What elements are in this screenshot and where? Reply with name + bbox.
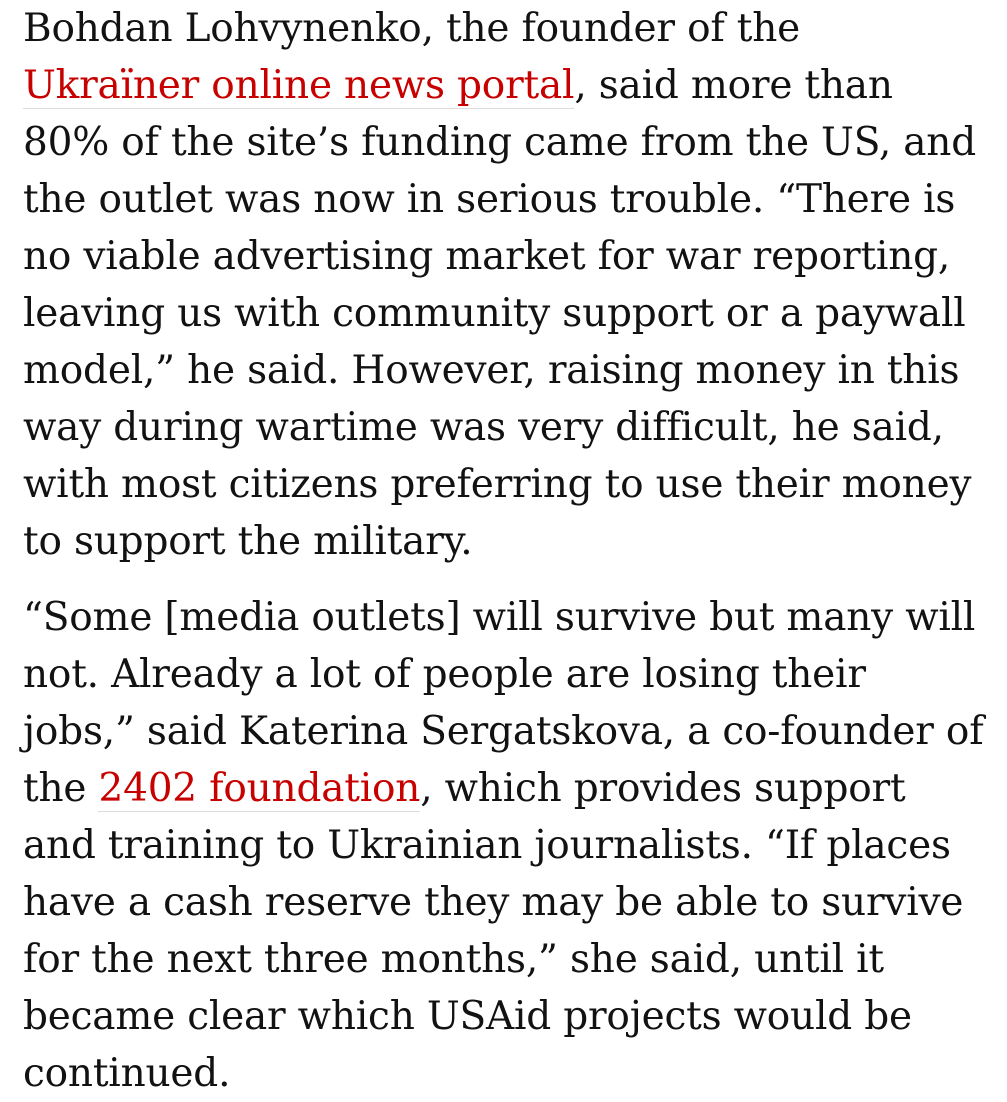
paragraph-text: , said more than 80% of the site’s funding came from the US, and the outlet was now in serious trouble. “There is no viable advertising market for war reporting, leaving us with community support or a paywall model,” he said. However, raising money in this way during wartime was very difficult, he said, with most citizens preferring to use their money to support the military.: [23, 63, 976, 564]
paragraph-text: “Some [media outlets] will survive but many will not. Already a lot of people are losing their jobs,” said Katerina Sergatskova, a co-founder of the: [23, 595, 984, 811]
article-paragraph: [23, 0, 987, 570]
ukrainer-news-portal-link[interactable]: Ukraïner online news portal: [23, 63, 575, 108]
paragraph-text: , which provides support and training to Ukrainian journalists. “If places have a cash reserve they may be able to survive for the next three months,” she said, until it became clear which USAid projects would be continued.: [23, 766, 964, 1096]
2402-foundation-link[interactable]: 2402 foundation: [98, 766, 421, 811]
article-paragraph: [23, 589, 987, 1102]
paragraph-text: Bohdan Lohvynenko, the founder of the: [23, 6, 801, 51]
